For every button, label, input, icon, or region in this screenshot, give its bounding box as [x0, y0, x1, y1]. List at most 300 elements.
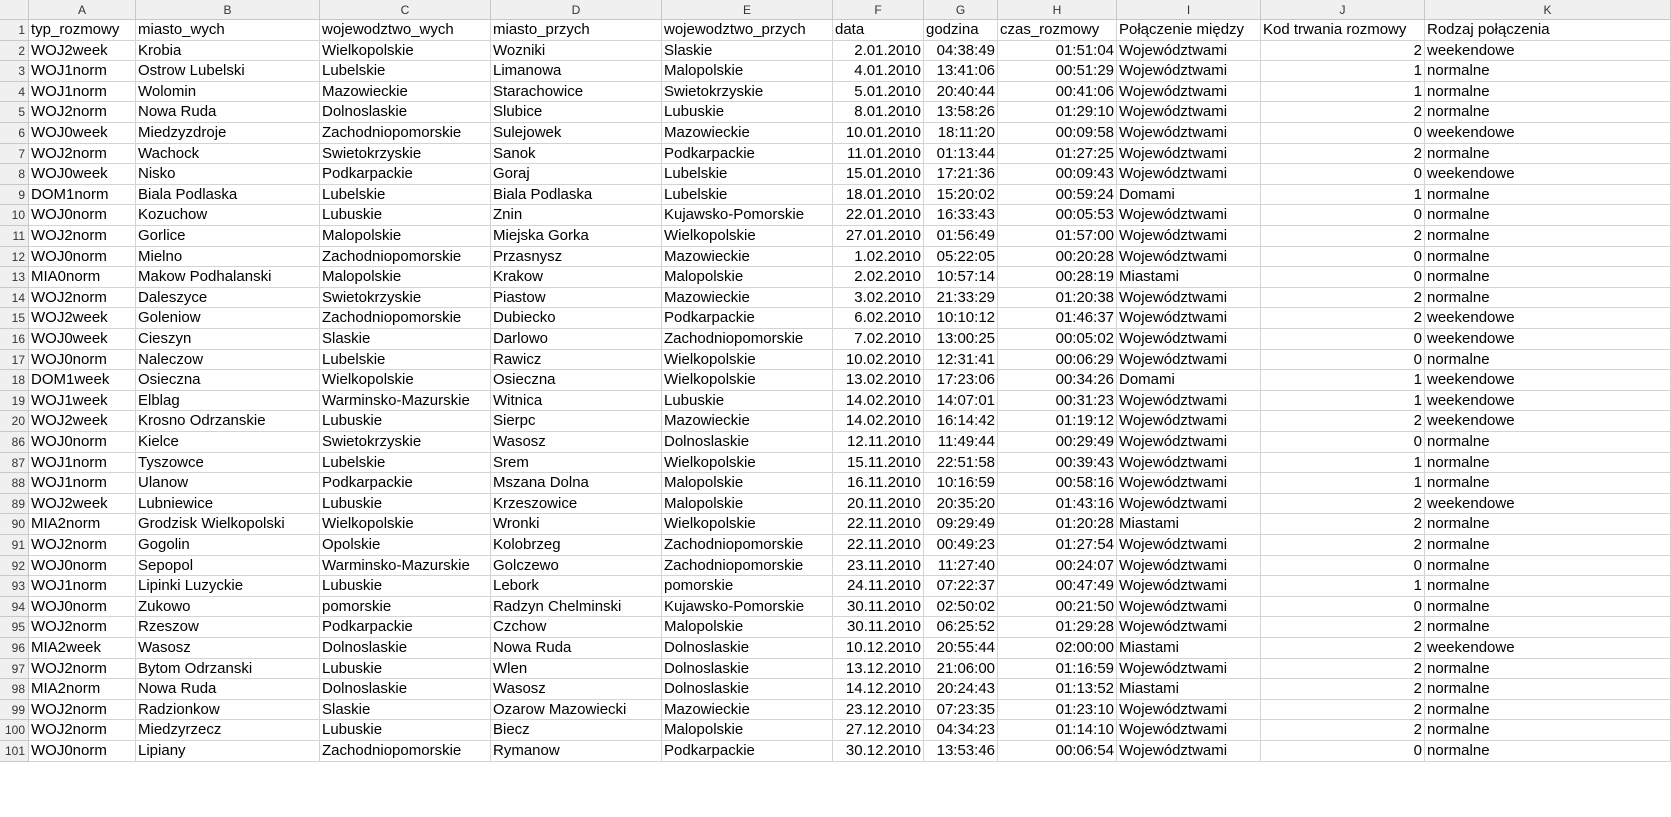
- cell-a-2[interactable]: WOJ2week: [29, 41, 136, 62]
- cell-f-3[interactable]: 4.01.2010: [833, 61, 924, 82]
- row-header[interactable]: 19: [0, 391, 29, 412]
- cell-h-12[interactable]: 00:20:28: [998, 247, 1117, 268]
- cell-d-19[interactable]: Witnica: [491, 391, 662, 412]
- cell-j-86[interactable]: 0: [1261, 432, 1425, 453]
- cell-d-88[interactable]: Mszana Dolna: [491, 473, 662, 494]
- cell-f-9[interactable]: 18.01.2010: [833, 185, 924, 206]
- cell-g-10[interactable]: 16:33:43: [924, 205, 998, 226]
- cell-a-11[interactable]: WOJ2norm: [29, 226, 136, 247]
- cell-g-4[interactable]: 20:40:44: [924, 82, 998, 103]
- cell-a-15[interactable]: WOJ2week: [29, 308, 136, 329]
- cell-h-4[interactable]: 00:41:06: [998, 82, 1117, 103]
- cell-j-2[interactable]: 2: [1261, 41, 1425, 62]
- cell-f-89[interactable]: 20.11.2010: [833, 494, 924, 515]
- cell-i-1[interactable]: Połączenie między: [1117, 20, 1261, 41]
- cell-i-99[interactable]: Województwami: [1117, 700, 1261, 721]
- cell-d-10[interactable]: Znin: [491, 205, 662, 226]
- cell-b-91[interactable]: Gogolin: [136, 535, 320, 556]
- cell-c-7[interactable]: Swietokrzyskie: [320, 144, 491, 165]
- cell-f-4[interactable]: 5.01.2010: [833, 82, 924, 103]
- cell-k-10[interactable]: normalne: [1425, 205, 1671, 226]
- cell-k-4[interactable]: normalne: [1425, 82, 1671, 103]
- cell-d-90[interactable]: Wronki: [491, 514, 662, 535]
- cell-a-5[interactable]: WOJ2norm: [29, 102, 136, 123]
- cell-i-88[interactable]: Województwami: [1117, 473, 1261, 494]
- cell-h-17[interactable]: 00:06:29: [998, 350, 1117, 371]
- cell-f-11[interactable]: 27.01.2010: [833, 226, 924, 247]
- column-header-a[interactable]: A: [29, 0, 136, 20]
- row-header[interactable]: 87: [0, 453, 29, 474]
- cell-b-2[interactable]: Krobia: [136, 41, 320, 62]
- cell-h-3[interactable]: 00:51:29: [998, 61, 1117, 82]
- cell-d-1[interactable]: miasto_przych: [491, 20, 662, 41]
- cell-j-11[interactable]: 2: [1261, 226, 1425, 247]
- row-header[interactable]: 4: [0, 82, 29, 103]
- cell-e-87[interactable]: Wielkopolskie: [662, 453, 833, 474]
- cell-i-3[interactable]: Województwami: [1117, 61, 1261, 82]
- cell-d-20[interactable]: Sierpc: [491, 411, 662, 432]
- cell-g-2[interactable]: 04:38:49: [924, 41, 998, 62]
- cell-h-97[interactable]: 01:16:59: [998, 659, 1117, 680]
- cell-k-7[interactable]: normalne: [1425, 144, 1671, 165]
- cell-c-1[interactable]: wojewodztwo_wych: [320, 20, 491, 41]
- cell-g-98[interactable]: 20:24:43: [924, 679, 998, 700]
- cell-h-93[interactable]: 00:47:49: [998, 576, 1117, 597]
- cell-g-1[interactable]: godzina: [924, 20, 998, 41]
- cell-d-5[interactable]: Slubice: [491, 102, 662, 123]
- cell-a-96[interactable]: MIA2week: [29, 638, 136, 659]
- cell-e-91[interactable]: Zachodniopomorskie: [662, 535, 833, 556]
- cell-k-20[interactable]: weekendowe: [1425, 411, 1671, 432]
- cell-h-18[interactable]: 00:34:26: [998, 370, 1117, 391]
- cell-c-92[interactable]: Warminsko-Mazurskie: [320, 556, 491, 577]
- cell-g-11[interactable]: 01:56:49: [924, 226, 998, 247]
- row-header[interactable]: 96: [0, 638, 29, 659]
- cell-c-88[interactable]: Podkarpackie: [320, 473, 491, 494]
- cell-b-9[interactable]: Biala Podlaska: [136, 185, 320, 206]
- cell-b-12[interactable]: Mielno: [136, 247, 320, 268]
- cell-d-7[interactable]: Sanok: [491, 144, 662, 165]
- cell-e-101[interactable]: Podkarpackie: [662, 741, 833, 762]
- cell-g-6[interactable]: 18:11:20: [924, 123, 998, 144]
- cell-j-15[interactable]: 2: [1261, 308, 1425, 329]
- cell-e-88[interactable]: Malopolskie: [662, 473, 833, 494]
- cell-j-92[interactable]: 0: [1261, 556, 1425, 577]
- row-header[interactable]: 13: [0, 267, 29, 288]
- cell-k-15[interactable]: weekendowe: [1425, 308, 1671, 329]
- cell-k-97[interactable]: normalne: [1425, 659, 1671, 680]
- cell-k-94[interactable]: normalne: [1425, 597, 1671, 618]
- cell-h-19[interactable]: 00:31:23: [998, 391, 1117, 412]
- cell-e-13[interactable]: Malopolskie: [662, 267, 833, 288]
- cell-i-2[interactable]: Województwami: [1117, 41, 1261, 62]
- cell-c-97[interactable]: Lubuskie: [320, 659, 491, 680]
- cell-e-17[interactable]: Wielkopolskie: [662, 350, 833, 371]
- cell-k-6[interactable]: weekendowe: [1425, 123, 1671, 144]
- cell-b-99[interactable]: Radzionkow: [136, 700, 320, 721]
- cell-d-97[interactable]: Wlen: [491, 659, 662, 680]
- cell-k-14[interactable]: normalne: [1425, 288, 1671, 309]
- cell-d-93[interactable]: Lebork: [491, 576, 662, 597]
- cell-d-6[interactable]: Sulejowek: [491, 123, 662, 144]
- cell-a-14[interactable]: WOJ2norm: [29, 288, 136, 309]
- cell-j-94[interactable]: 0: [1261, 597, 1425, 618]
- cell-b-3[interactable]: Ostrow Lubelski: [136, 61, 320, 82]
- cell-e-9[interactable]: Lubelskie: [662, 185, 833, 206]
- cell-h-15[interactable]: 01:46:37: [998, 308, 1117, 329]
- cell-f-7[interactable]: 11.01.2010: [833, 144, 924, 165]
- cell-c-10[interactable]: Lubuskie: [320, 205, 491, 226]
- cell-d-15[interactable]: Dubiecko: [491, 308, 662, 329]
- cell-f-99[interactable]: 23.12.2010: [833, 700, 924, 721]
- cell-b-89[interactable]: Lubniewice: [136, 494, 320, 515]
- row-header[interactable]: 6: [0, 123, 29, 144]
- cell-b-13[interactable]: Makow Podhalanski: [136, 267, 320, 288]
- cell-k-12[interactable]: normalne: [1425, 247, 1671, 268]
- cell-h-1[interactable]: czas_rozmowy: [998, 20, 1117, 41]
- cell-h-6[interactable]: 00:09:58: [998, 123, 1117, 144]
- cell-h-98[interactable]: 01:13:52: [998, 679, 1117, 700]
- cell-d-91[interactable]: Kolobrzeg: [491, 535, 662, 556]
- cell-c-15[interactable]: Zachodniopomorskie: [320, 308, 491, 329]
- cell-h-20[interactable]: 01:19:12: [998, 411, 1117, 432]
- cell-c-94[interactable]: pomorskie: [320, 597, 491, 618]
- cell-b-7[interactable]: Wachock: [136, 144, 320, 165]
- cell-f-91[interactable]: 22.11.2010: [833, 535, 924, 556]
- row-header[interactable]: 2: [0, 41, 29, 62]
- cell-a-91[interactable]: WOJ2norm: [29, 535, 136, 556]
- cell-a-92[interactable]: WOJ0norm: [29, 556, 136, 577]
- cell-b-96[interactable]: Wasosz: [136, 638, 320, 659]
- cell-h-94[interactable]: 00:21:50: [998, 597, 1117, 618]
- cell-e-19[interactable]: Lubuskie: [662, 391, 833, 412]
- cell-g-20[interactable]: 16:14:42: [924, 411, 998, 432]
- row-header[interactable]: 86: [0, 432, 29, 453]
- cell-b-94[interactable]: Zukowo: [136, 597, 320, 618]
- cell-e-7[interactable]: Podkarpackie: [662, 144, 833, 165]
- cell-g-8[interactable]: 17:21:36: [924, 164, 998, 185]
- cell-c-12[interactable]: Zachodniopomorskie: [320, 247, 491, 268]
- row-header[interactable]: 91: [0, 535, 29, 556]
- cell-e-89[interactable]: Malopolskie: [662, 494, 833, 515]
- cell-b-10[interactable]: Kozuchow: [136, 205, 320, 226]
- cell-a-99[interactable]: WOJ2norm: [29, 700, 136, 721]
- cell-j-12[interactable]: 0: [1261, 247, 1425, 268]
- cell-g-18[interactable]: 17:23:06: [924, 370, 998, 391]
- cell-i-89[interactable]: Województwami: [1117, 494, 1261, 515]
- cell-b-6[interactable]: Miedzyzdroje: [136, 123, 320, 144]
- cell-c-13[interactable]: Malopolskie: [320, 267, 491, 288]
- cell-c-5[interactable]: Dolnoslaskie: [320, 102, 491, 123]
- cell-j-90[interactable]: 2: [1261, 514, 1425, 535]
- cell-g-101[interactable]: 13:53:46: [924, 741, 998, 762]
- cell-j-93[interactable]: 1: [1261, 576, 1425, 597]
- cell-c-19[interactable]: Warminsko-Mazurskie: [320, 391, 491, 412]
- cell-i-18[interactable]: Domami: [1117, 370, 1261, 391]
- cell-f-86[interactable]: 12.11.2010: [833, 432, 924, 453]
- cell-a-17[interactable]: WOJ0norm: [29, 350, 136, 371]
- cell-e-92[interactable]: Zachodniopomorskie: [662, 556, 833, 577]
- cell-i-92[interactable]: Województwami: [1117, 556, 1261, 577]
- cell-j-14[interactable]: 2: [1261, 288, 1425, 309]
- cell-a-3[interactable]: WOJ1norm: [29, 61, 136, 82]
- cell-d-101[interactable]: Rymanow: [491, 741, 662, 762]
- cell-a-12[interactable]: WOJ0norm: [29, 247, 136, 268]
- cell-g-95[interactable]: 06:25:52: [924, 617, 998, 638]
- cell-g-15[interactable]: 10:10:12: [924, 308, 998, 329]
- cell-d-95[interactable]: Czchow: [491, 617, 662, 638]
- cell-b-17[interactable]: Naleczow: [136, 350, 320, 371]
- cell-c-86[interactable]: Swietokrzyskie: [320, 432, 491, 453]
- cell-b-101[interactable]: Lipiany: [136, 741, 320, 762]
- cell-j-3[interactable]: 1: [1261, 61, 1425, 82]
- cell-d-11[interactable]: Miejska Gorka: [491, 226, 662, 247]
- cell-i-5[interactable]: Województwami: [1117, 102, 1261, 123]
- cell-b-16[interactable]: Cieszyn: [136, 329, 320, 350]
- cell-i-97[interactable]: Województwami: [1117, 659, 1261, 680]
- cell-k-95[interactable]: normalne: [1425, 617, 1671, 638]
- cell-g-17[interactable]: 12:31:41: [924, 350, 998, 371]
- cell-e-93[interactable]: pomorskie: [662, 576, 833, 597]
- cell-k-2[interactable]: weekendowe: [1425, 41, 1671, 62]
- cell-f-10[interactable]: 22.01.2010: [833, 205, 924, 226]
- cell-c-90[interactable]: Wielkopolskie: [320, 514, 491, 535]
- row-header[interactable]: 93: [0, 576, 29, 597]
- cell-h-14[interactable]: 01:20:38: [998, 288, 1117, 309]
- cell-d-12[interactable]: Przasnysz: [491, 247, 662, 268]
- cell-i-91[interactable]: Województwami: [1117, 535, 1261, 556]
- cell-a-10[interactable]: WOJ0norm: [29, 205, 136, 226]
- cell-c-9[interactable]: Lubelskie: [320, 185, 491, 206]
- cell-h-10[interactable]: 00:05:53: [998, 205, 1117, 226]
- cell-e-10[interactable]: Kujawsko-Pomorskie: [662, 205, 833, 226]
- cell-i-86[interactable]: Województwami: [1117, 432, 1261, 453]
- cell-i-7[interactable]: Województwami: [1117, 144, 1261, 165]
- cell-b-86[interactable]: Kielce: [136, 432, 320, 453]
- cell-g-9[interactable]: 15:20:02: [924, 185, 998, 206]
- cell-a-94[interactable]: WOJ0norm: [29, 597, 136, 618]
- cell-d-8[interactable]: Goraj: [491, 164, 662, 185]
- cell-k-1[interactable]: Rodzaj połączenia: [1425, 20, 1671, 41]
- cell-k-11[interactable]: normalne: [1425, 226, 1671, 247]
- cell-g-14[interactable]: 21:33:29: [924, 288, 998, 309]
- cell-a-9[interactable]: DOM1norm: [29, 185, 136, 206]
- cell-d-2[interactable]: Wozniki: [491, 41, 662, 62]
- cell-f-97[interactable]: 13.12.2010: [833, 659, 924, 680]
- cell-g-19[interactable]: 14:07:01: [924, 391, 998, 412]
- row-header[interactable]: 95: [0, 617, 29, 638]
- column-header-j[interactable]: J: [1261, 0, 1425, 20]
- cell-i-12[interactable]: Województwami: [1117, 247, 1261, 268]
- column-header-k[interactable]: K: [1425, 0, 1671, 20]
- cell-a-95[interactable]: WOJ2norm: [29, 617, 136, 638]
- cell-j-88[interactable]: 1: [1261, 473, 1425, 494]
- cell-i-93[interactable]: Województwami: [1117, 576, 1261, 597]
- cell-a-20[interactable]: WOJ2week: [29, 411, 136, 432]
- cell-i-11[interactable]: Województwami: [1117, 226, 1261, 247]
- cell-j-101[interactable]: 0: [1261, 741, 1425, 762]
- cell-b-97[interactable]: Bytom Odrzanski: [136, 659, 320, 680]
- cell-e-8[interactable]: Lubelskie: [662, 164, 833, 185]
- cell-b-4[interactable]: Wolomin: [136, 82, 320, 103]
- cell-c-89[interactable]: Lubuskie: [320, 494, 491, 515]
- cell-j-91[interactable]: 2: [1261, 535, 1425, 556]
- cell-a-98[interactable]: MIA2norm: [29, 679, 136, 700]
- row-header[interactable]: 8: [0, 164, 29, 185]
- row-header[interactable]: 98: [0, 679, 29, 700]
- cell-k-101[interactable]: normalne: [1425, 741, 1671, 762]
- cell-f-92[interactable]: 23.11.2010: [833, 556, 924, 577]
- cell-d-94[interactable]: Radzyn Chelminski: [491, 597, 662, 618]
- cell-j-16[interactable]: 0: [1261, 329, 1425, 350]
- cell-d-99[interactable]: Ozarow Mazowiecki: [491, 700, 662, 721]
- cell-g-3[interactable]: 13:41:06: [924, 61, 998, 82]
- cell-g-89[interactable]: 20:35:20: [924, 494, 998, 515]
- cell-i-94[interactable]: Województwami: [1117, 597, 1261, 618]
- cell-j-5[interactable]: 2: [1261, 102, 1425, 123]
- cell-g-100[interactable]: 04:34:23: [924, 720, 998, 741]
- cell-i-87[interactable]: Województwami: [1117, 453, 1261, 474]
- cell-k-88[interactable]: normalne: [1425, 473, 1671, 494]
- cell-j-10[interactable]: 0: [1261, 205, 1425, 226]
- cell-f-17[interactable]: 10.02.2010: [833, 350, 924, 371]
- row-header[interactable]: 17: [0, 350, 29, 371]
- row-header[interactable]: 5: [0, 102, 29, 123]
- cell-c-99[interactable]: Slaskie: [320, 700, 491, 721]
- cell-d-98[interactable]: Wasosz: [491, 679, 662, 700]
- row-header[interactable]: 101: [0, 741, 29, 762]
- cell-a-87[interactable]: WOJ1norm: [29, 453, 136, 474]
- cell-c-8[interactable]: Podkarpackie: [320, 164, 491, 185]
- cell-e-6[interactable]: Mazowieckie: [662, 123, 833, 144]
- cell-d-86[interactable]: Wasosz: [491, 432, 662, 453]
- row-header[interactable]: 20: [0, 411, 29, 432]
- cell-g-12[interactable]: 05:22:05: [924, 247, 998, 268]
- cell-a-93[interactable]: WOJ1norm: [29, 576, 136, 597]
- cell-e-99[interactable]: Mazowieckie: [662, 700, 833, 721]
- cell-a-13[interactable]: MIA0norm: [29, 267, 136, 288]
- column-header-f[interactable]: F: [833, 0, 924, 20]
- cell-f-2[interactable]: 2.01.2010: [833, 41, 924, 62]
- row-header[interactable]: 16: [0, 329, 29, 350]
- column-header-i[interactable]: I: [1117, 0, 1261, 20]
- cell-h-96[interactable]: 02:00:00: [998, 638, 1117, 659]
- cell-b-15[interactable]: Goleniow: [136, 308, 320, 329]
- cell-h-86[interactable]: 00:29:49: [998, 432, 1117, 453]
- cell-a-89[interactable]: WOJ2week: [29, 494, 136, 515]
- cell-h-99[interactable]: 01:23:10: [998, 700, 1117, 721]
- cell-c-87[interactable]: Lubelskie: [320, 453, 491, 474]
- cell-b-18[interactable]: Osieczna: [136, 370, 320, 391]
- cell-d-9[interactable]: Biala Podlaska: [491, 185, 662, 206]
- cell-e-86[interactable]: Dolnoslaskie: [662, 432, 833, 453]
- cell-i-9[interactable]: Domami: [1117, 185, 1261, 206]
- cell-b-90[interactable]: Grodzisk Wielkopolski: [136, 514, 320, 535]
- row-header[interactable]: 100: [0, 720, 29, 741]
- cell-e-15[interactable]: Podkarpackie: [662, 308, 833, 329]
- cell-b-93[interactable]: Lipinki Luzyckie: [136, 576, 320, 597]
- cell-b-88[interactable]: Ulanow: [136, 473, 320, 494]
- cell-b-98[interactable]: Nowa Ruda: [136, 679, 320, 700]
- cell-d-14[interactable]: Piastow: [491, 288, 662, 309]
- row-header[interactable]: 94: [0, 597, 29, 618]
- cell-f-98[interactable]: 14.12.2010: [833, 679, 924, 700]
- cell-d-96[interactable]: Nowa Ruda: [491, 638, 662, 659]
- cell-i-101[interactable]: Województwami: [1117, 741, 1261, 762]
- cell-g-90[interactable]: 09:29:49: [924, 514, 998, 535]
- cell-f-12[interactable]: 1.02.2010: [833, 247, 924, 268]
- cell-c-4[interactable]: Mazowieckie: [320, 82, 491, 103]
- cell-d-17[interactable]: Rawicz: [491, 350, 662, 371]
- cell-f-96[interactable]: 10.12.2010: [833, 638, 924, 659]
- cell-a-86[interactable]: WOJ0norm: [29, 432, 136, 453]
- cell-k-87[interactable]: normalne: [1425, 453, 1671, 474]
- cell-e-5[interactable]: Lubuskie: [662, 102, 833, 123]
- cell-g-88[interactable]: 10:16:59: [924, 473, 998, 494]
- cell-j-89[interactable]: 2: [1261, 494, 1425, 515]
- cell-f-19[interactable]: 14.02.2010: [833, 391, 924, 412]
- cell-a-16[interactable]: WOJ0week: [29, 329, 136, 350]
- row-header[interactable]: 11: [0, 226, 29, 247]
- cell-g-99[interactable]: 07:23:35: [924, 700, 998, 721]
- cell-h-5[interactable]: 01:29:10: [998, 102, 1117, 123]
- column-header-g[interactable]: G: [924, 0, 998, 20]
- cell-a-1[interactable]: typ_rozmowy: [29, 20, 136, 41]
- cell-j-87[interactable]: 1: [1261, 453, 1425, 474]
- row-header[interactable]: 12: [0, 247, 29, 268]
- cell-h-87[interactable]: 00:39:43: [998, 453, 1117, 474]
- cell-h-13[interactable]: 00:28:19: [998, 267, 1117, 288]
- cell-a-8[interactable]: WOJ0week: [29, 164, 136, 185]
- cell-a-19[interactable]: WOJ1week: [29, 391, 136, 412]
- cell-f-14[interactable]: 3.02.2010: [833, 288, 924, 309]
- cell-a-7[interactable]: WOJ2norm: [29, 144, 136, 165]
- cell-g-86[interactable]: 11:49:44: [924, 432, 998, 453]
- cell-j-18[interactable]: 1: [1261, 370, 1425, 391]
- cell-a-100[interactable]: WOJ2norm: [29, 720, 136, 741]
- cell-b-1[interactable]: miasto_wych: [136, 20, 320, 41]
- cell-d-100[interactable]: Biecz: [491, 720, 662, 741]
- cell-b-20[interactable]: Krosno Odrzanskie: [136, 411, 320, 432]
- cell-i-15[interactable]: Województwami: [1117, 308, 1261, 329]
- cell-f-90[interactable]: 22.11.2010: [833, 514, 924, 535]
- cell-c-18[interactable]: Wielkopolskie: [320, 370, 491, 391]
- cell-b-19[interactable]: Elblag: [136, 391, 320, 412]
- row-header[interactable]: 92: [0, 556, 29, 577]
- cell-h-92[interactable]: 00:24:07: [998, 556, 1117, 577]
- cell-g-93[interactable]: 07:22:37: [924, 576, 998, 597]
- cell-c-91[interactable]: Opolskie: [320, 535, 491, 556]
- cell-d-87[interactable]: Srem: [491, 453, 662, 474]
- cell-k-96[interactable]: weekendowe: [1425, 638, 1671, 659]
- cell-c-20[interactable]: Lubuskie: [320, 411, 491, 432]
- cell-k-5[interactable]: normalne: [1425, 102, 1671, 123]
- cell-h-100[interactable]: 01:14:10: [998, 720, 1117, 741]
- cell-h-90[interactable]: 01:20:28: [998, 514, 1117, 535]
- cell-k-99[interactable]: normalne: [1425, 700, 1671, 721]
- cell-h-9[interactable]: 00:59:24: [998, 185, 1117, 206]
- cell-b-95[interactable]: Rzeszow: [136, 617, 320, 638]
- cell-f-20[interactable]: 14.02.2010: [833, 411, 924, 432]
- cell-g-94[interactable]: 02:50:02: [924, 597, 998, 618]
- column-header-d[interactable]: D: [491, 0, 662, 20]
- cell-c-101[interactable]: Zachodniopomorskie: [320, 741, 491, 762]
- cell-c-100[interactable]: Lubuskie: [320, 720, 491, 741]
- cell-g-87[interactable]: 22:51:58: [924, 453, 998, 474]
- cell-e-100[interactable]: Malopolskie: [662, 720, 833, 741]
- cell-e-14[interactable]: Mazowieckie: [662, 288, 833, 309]
- cell-f-16[interactable]: 7.02.2010: [833, 329, 924, 350]
